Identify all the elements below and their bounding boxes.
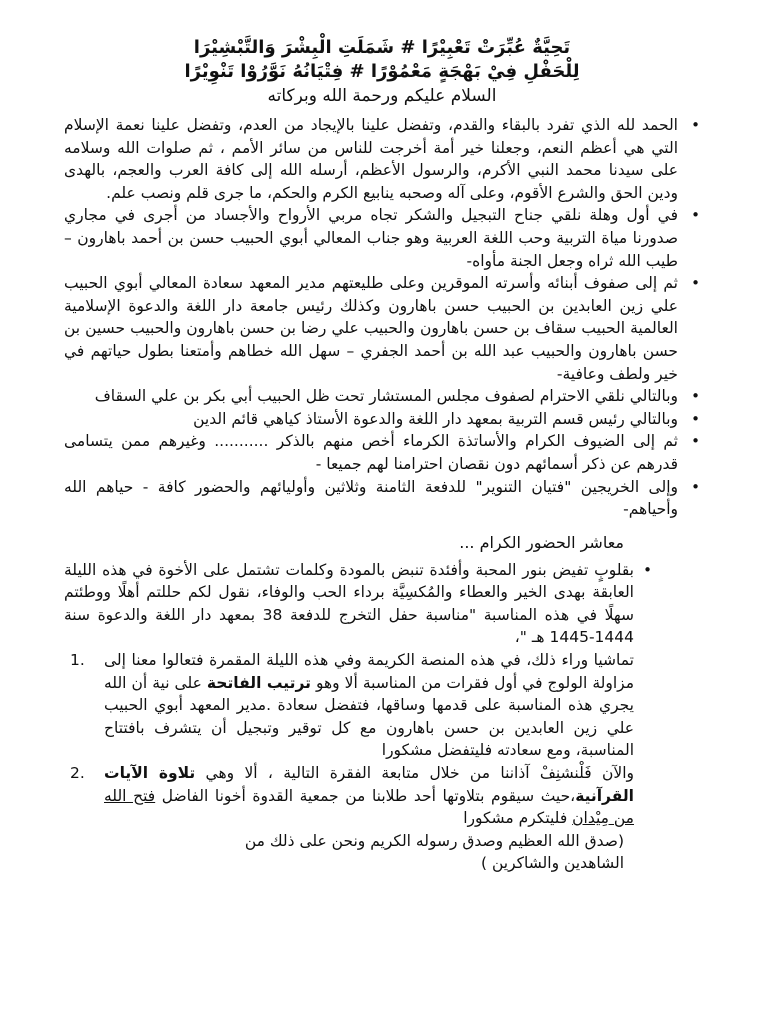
greeting: السلام عليكم ورحمة الله وبركاته — [267, 86, 497, 106]
numbered-item-2 — [60, 762, 704, 830]
item-text: على نية أن الله يجري هذه المناسبة على قدمها وساقها، فتفضل سعادة .مدير المعهد أبوي الحبيب علي زين العابدين بن حسن باهارون مع كل توقير وتبجيل أن يتشرف بافتتاح المناسبة، ومع سعادته فليتفضل مشكورا — [104, 673, 634, 760]
bullet-item: • ثم إلى صفوف أبنائه وأسرته الموقرين وعلى طليعتهم مدير المعهد سعادة المعالي أبوي الحبيب علي زين العابدين بن الحبيب حسن باهارون وكذلك رئيس جامعة دار اللغة والدعوة الإسلامية العالمية الحبيب سقاف بن حسن باهارون والحبيب علي رضا بن حسن باهارون والحبيب حسين بن حسن باهارون والحبيب عبد الله بن أحمد الجفري – سهل الله خطاهم وأمتعنا بطول حياتهم في خير ولطف وعافية- — [60, 272, 704, 385]
item-number: 2. — [70, 764, 85, 783]
audience-line: معاشر الحضور الكرام ... — [459, 532, 624, 552]
item-underlined-name: فتح الله من مِيْدان — [104, 786, 634, 828]
bullet-item: • وبالتالي رئيس قسم التربية بمعهد دار اللغة والدعوة الأستاذ كياهي قائم الدين — [60, 408, 704, 431]
welcome-bullet-list — [60, 559, 704, 649]
item-bold-text: ترتيب الفاتحة — [206, 673, 311, 692]
item-text: تماشيا وراء ذلك، في هذه المنصة الكريمة وفي هذه الليلة المقمرة فتعالوا معنا إلى مزاولة الولوج في أول فقرات من المناسبة ألا وهو — [104, 651, 635, 692]
bullet-item: • الحمد لله الذي تفرد بالبقاء والقدم، وتفضل علينا بالإيجاد من العدم، وتفضل علينا نعمة الإسلام التي هي أعظم النعم، وجعلنا خير أمة أخرجت للناس من سائر الأمم ، ثم صلوات الله وسلامه على سيدنا محمد النبي الأكرم، والرسول الأعظم، أرسله الله إلى كافة العرب والعجم، بالهدى ودين الحق والشرع الأقوم، وعلى آله وصحبه ينابيع الكرم والحكم، ما جرى قلم ونصب علم. — [60, 114, 704, 204]
bullet-item: • وإلى الخريجين "فتيان التنوير" للدفعة الثامنة وثلاثين وأوليائهم والحضور كافة - حياهم الله وأحياهم- — [60, 476, 704, 521]
bullet-item: • وبالتالي نلقي الاحترام لصفوف مجلس المستشار تحت ظل الحبيب أبي بكر بن علي السقاف — [60, 385, 704, 408]
document-header — [60, 36, 704, 108]
program-numbered-list — [60, 649, 704, 830]
item-text: فليتكرم مشكورا — [463, 809, 573, 828]
numbered-item-1 — [60, 649, 704, 762]
closing-line: (صدق الله العظيم وصدق رسوله الكريم ونحن على ذلك من الشاهدين والشاكرين ) — [244, 831, 624, 873]
greetings-bullet-list — [60, 114, 704, 521]
poem-line-2: لِلْحَفْلِ فِيْ بَهْجَةٍ مَعْمُوْرًا # فِتْيَانُهُ نَوَّرُوْا تَنْوِيْرًا — [184, 61, 580, 82]
item-bold-text: تلاوة الآيات القرآنية — [104, 764, 634, 805]
bullet-item: • ثم إلى الضيوف الكرام والأساتذة الكرماء أخص منهم بالذكر ........... وغيرهم ممن يتسامى قدرهم عن ذكر أسمائهم دون نقصان احترامنا لهم جميعا - — [60, 430, 704, 475]
item-number: 1. — [70, 651, 85, 670]
item-text: ،حيث سيقوم بتلاوتها أحد طلابنا من جمعية القدوة أخونا الفاضل — [155, 786, 576, 805]
welcome-bullet-item: • بقلوبٍ تفيض بنور المحبة وأفئدة تنبض بالمودة وكلمات تشتمل على الأخوة في هذه الليلة العابقة بهدى الخير والعطاء والمُكسِيَّة برداء الحب والوفاء، نقول لكم حللتم أهلًا ووطئتم سهلًا في هذه المناسبة "مناسبة حفل التخرج للدفعة 38 بمعهد دار اللغة والدعوة سنة 1444-1445 هـ "، — [60, 559, 704, 649]
item-text: والآن فَلْنشنِفْ آذاننا من خلال متابعة الفقرة التالية ، ألا وهي — [195, 764, 634, 783]
poem-line-1: تَحِيَّةٌ عُبِّرَتْ تَعْبِيْرًا # شَمَلَتِ الْبِشْرَ وَالتَّبْشِيْرَا — [193, 37, 571, 58]
bullet-item: • في أول وهلة نلقي جناح التبجيل والشكر تجاه مربي الأرواح والأجساد من أجرى في مجاري صدورنا مياة التربية وحب اللغة العربية وهو جناب المعالي أبوي الحبيب حسن بن أحمد باهارون – طيب الله ثراه وجعل الجنة مأواه- — [60, 204, 704, 272]
